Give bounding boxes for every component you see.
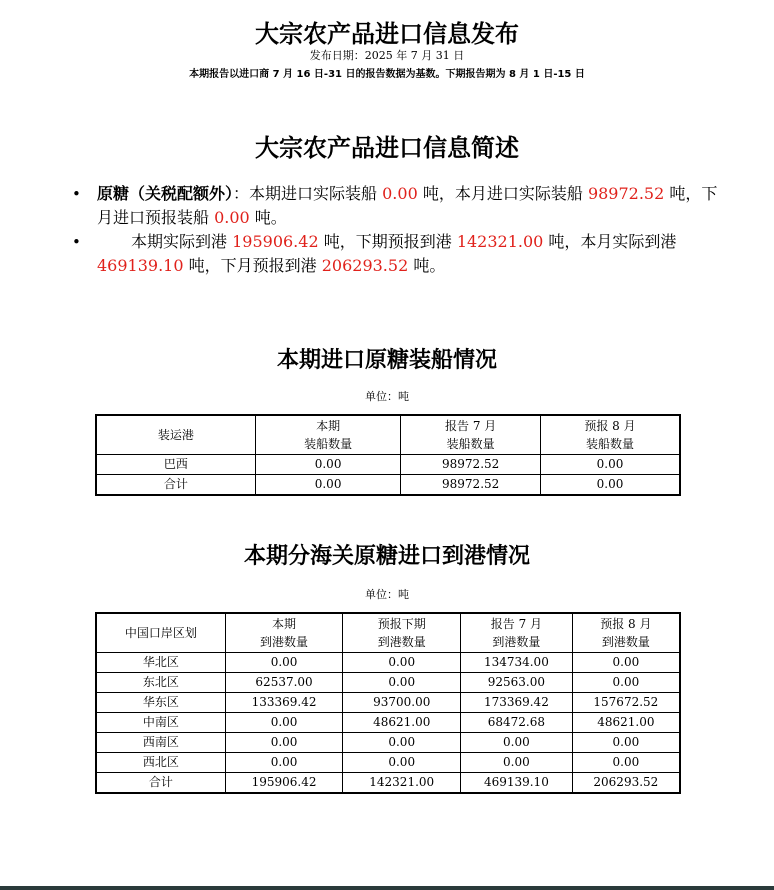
table-cell: 134734.00 <box>461 653 573 673</box>
table-row <box>96 733 680 753</box>
summary-text: 本期实际到港 <box>131 232 233 251</box>
column-header: 预报 8 月 装船数量 <box>540 415 680 455</box>
table-cell: 469139.10 <box>461 773 573 794</box>
table-cell: 华北区 <box>96 653 225 673</box>
table-row <box>96 475 680 496</box>
table-cell: 133369.42 <box>225 693 343 713</box>
table-cell: 0.00 <box>540 455 680 475</box>
table-cell: 157672.52 <box>572 693 680 713</box>
summary-title: 大宗农产品进口信息简述 <box>255 134 519 162</box>
table-row <box>96 693 680 713</box>
table-cell: 98972.52 <box>401 455 541 475</box>
table-cell: 0.00 <box>225 753 343 773</box>
arrived-this-month-value: 469139.10 <box>97 256 184 275</box>
table-row <box>96 753 680 773</box>
summary-text: 吨，下月预报到港 <box>183 256 322 275</box>
column-header: 本期 装船数量 <box>255 415 400 455</box>
table-cell: 0.00 <box>572 733 680 753</box>
table-cell: 48621.00 <box>343 713 461 733</box>
table-cell: 0.00 <box>225 653 343 673</box>
table-cell: 62537.00 <box>225 673 343 693</box>
table-cell: 0.00 <box>572 653 680 673</box>
table-cell: 华东区 <box>96 693 225 713</box>
summary-text: 吨。 <box>408 256 446 275</box>
table-cell: 142321.00 <box>343 773 461 794</box>
table-cell: 92563.00 <box>461 673 573 693</box>
table-cell: 195906.42 <box>225 773 343 794</box>
table-row <box>96 773 680 794</box>
bottom-border <box>0 886 774 890</box>
table-cell: 0.00 <box>572 753 680 773</box>
column-header: 装运港 <box>96 415 255 455</box>
arrival-unit-label: 单位：吨 <box>365 588 409 601</box>
table-cell: 0.00 <box>461 753 573 773</box>
shipping-unit-label: 单位：吨 <box>365 390 409 403</box>
table-cell: 0.00 <box>343 653 461 673</box>
table-header-row <box>96 613 680 653</box>
shipping-section-title: 本期进口原糖装船情况 <box>276 348 497 373</box>
table-cell: 68472.68 <box>461 713 573 733</box>
arrived-this-period-value: 195906.42 <box>232 232 319 251</box>
publish-date: 发布日期：2025 年 7 月 31 日 <box>309 49 465 62</box>
page-title: 大宗农产品进口信息发布 <box>255 20 519 48</box>
table-header-row <box>96 415 680 455</box>
summary-text: 吨，本月进口实际装船 <box>417 184 588 203</box>
table-cell: 0.00 <box>343 673 461 693</box>
summary-text: 吨，下期预报到港 <box>318 232 457 251</box>
summary-text: 本期进口实际装船 <box>249 184 383 203</box>
summary-text: 吨，下月进口预报装船 <box>97 184 718 227</box>
column-header: 中国口岸区划 <box>96 613 225 653</box>
summary-text: 吨，本月实际到港 <box>543 232 677 251</box>
forecast-next-period-arrival-value: 142321.00 <box>456 232 544 251</box>
column-header: 预报下期 到港数量 <box>343 613 461 653</box>
table-cell: 合计 <box>96 475 255 496</box>
summary-text: 吨。 <box>249 208 287 227</box>
shipping-table <box>95 414 681 496</box>
shipped-this-period-value: 0.00 <box>382 184 418 203</box>
table-cell: 98972.52 <box>401 475 541 496</box>
column-header: 预报 8 月 到港数量 <box>572 613 680 653</box>
table-row <box>96 455 680 475</box>
table-cell: 0.00 <box>572 673 680 693</box>
label-separator: ： <box>233 184 250 203</box>
table-row <box>96 713 680 733</box>
table-cell: 0.00 <box>343 753 461 773</box>
table-cell: 48621.00 <box>572 713 680 733</box>
table-row <box>96 653 680 673</box>
period-note: 本期报告以进口商 7 月 16 日-31 日的报告数据为基数。下期报告期为 8 月 1 日-15 日 <box>189 69 585 80</box>
table-cell: 0.00 <box>255 475 400 496</box>
table-cell: 0.00 <box>540 475 680 496</box>
table-cell: 合计 <box>96 773 225 794</box>
column-header: 本期 到港数量 <box>225 613 343 653</box>
shipped-this-month-value: 98972.52 <box>587 184 665 203</box>
summary-item-label: 原糖（关税配额外） <box>97 184 234 203</box>
table-cell: 206293.52 <box>572 773 680 794</box>
column-header: 报告 7 月 到港数量 <box>461 613 573 653</box>
table-row <box>96 673 680 693</box>
summary-item-arrivals <box>72 230 722 278</box>
table-cell: 93700.00 <box>343 693 461 713</box>
arrival-section-title: 本期分海关原糖进口到港情况 <box>243 544 530 569</box>
summary-list <box>72 182 722 278</box>
summary-item-raw-sugar <box>72 182 722 230</box>
table-cell: 0.00 <box>343 733 461 753</box>
table-cell: 0.00 <box>255 455 400 475</box>
forecast-next-month-shipping-value: 0.00 <box>214 208 250 227</box>
arrival-table <box>95 612 681 794</box>
table-cell: 中南区 <box>96 713 225 733</box>
table-cell: 西北区 <box>96 753 225 773</box>
forecast-next-month-arrival-value: 206293.52 <box>321 256 409 275</box>
table-cell: 173369.42 <box>461 693 573 713</box>
table-cell: 0.00 <box>225 713 343 733</box>
table-cell: 巴西 <box>96 455 255 475</box>
table-cell: 东北区 <box>96 673 225 693</box>
table-cell: 0.00 <box>225 733 343 753</box>
table-cell: 0.00 <box>461 733 573 753</box>
table-cell: 西南区 <box>96 733 225 753</box>
column-header: 报告 7 月 装船数量 <box>401 415 541 455</box>
